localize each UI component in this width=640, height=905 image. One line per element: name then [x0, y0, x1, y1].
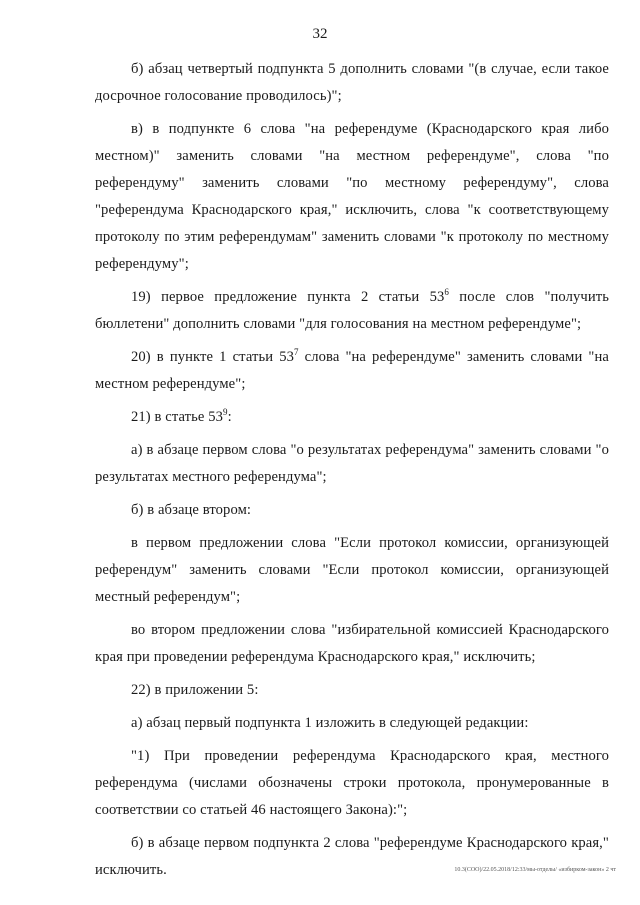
- item-20-text-start: 20) в пункте 1 статьи 53: [131, 349, 295, 365]
- item-21-superscript: 9: [223, 407, 228, 417]
- paragraph-item-19: [95, 284, 609, 338]
- paragraph-first-sentence: в первом предложении слова "Если протокол комиссии, организующей референдум" заменить словами "Если протокол комиссии, организующей местный референдум";: [95, 535, 609, 605]
- paragraph-b-subpoint-5: б) абзац четвертый подпункта 5 дополнить словами "(в случае, если такое досрочное голосование проводилось)";: [95, 61, 609, 104]
- item-20-superscript: 7: [294, 347, 299, 357]
- document-body: [95, 56, 609, 890]
- paragraph-quoted-new-text: "1) При проведении референдума Краснодарского края, местного референдума (числами обозначены строки протокола, пронумерованные в соответствии со статьей 46 настоящего Закона):";: [95, 748, 609, 818]
- item-21-text-end: :: [227, 409, 232, 425]
- paragraph-item-20: [95, 344, 609, 398]
- paragraph-b-subpoint-2: б) в абзаце первом подпункта 2 слова "референдуме Краснодарского края," исключить.: [95, 835, 609, 878]
- paragraph-item-22: 22) в приложении 5:: [131, 682, 259, 698]
- item-19-superscript: 6: [444, 287, 449, 297]
- page-number: 32: [312, 26, 328, 42]
- document-footer: 10.3(СОО)/22.05.2018/12:33/мы-отделы/ «избирком-закон» 2 чт: [454, 867, 616, 873]
- paragraph-b-second-abzac: б) в абзаце втором:: [131, 502, 252, 518]
- paragraph-v-subpoint-6: в) в подпункте 6 слова "на референдуме (Краснодарского края либо местном)" заменить словами "на местном референдуме", слова "по референдуму" заменить словами "по местному референдуму", слова "референдума Краснодарского края," исключить, слова "к соответствующему протоколу по этим референдумам" заменить словами "к протоколу по местному референдуму";: [95, 121, 609, 272]
- paragraph-a-subpoint-1: а) абзац первый подпункта 1 изложить в следующей редакции:: [131, 715, 529, 731]
- paragraph-second-sentence: во втором предложении слова "избирательной комиссией Краснодарского края при проведении референдума Краснодарского края," исключить;: [95, 622, 609, 665]
- item-20-text-end: слова "на референдуме" заменить словами "на местном референдуме";: [95, 349, 609, 392]
- item-21-text-start: 21) в статье 53: [131, 409, 224, 425]
- paragraph-item-21: [95, 404, 609, 431]
- paragraph-a-first-abzac: а) в абзаце первом слова "о результатах референдума" заменить словами "о результатах местного референдума";: [95, 442, 609, 485]
- item-19-text-start: 19) первое предложение пункта 2 статьи 53: [131, 289, 445, 305]
- item-19-text-end: после слов "получить бюллетени" дополнить словами "для голосования на местном референдуме";: [95, 289, 609, 332]
